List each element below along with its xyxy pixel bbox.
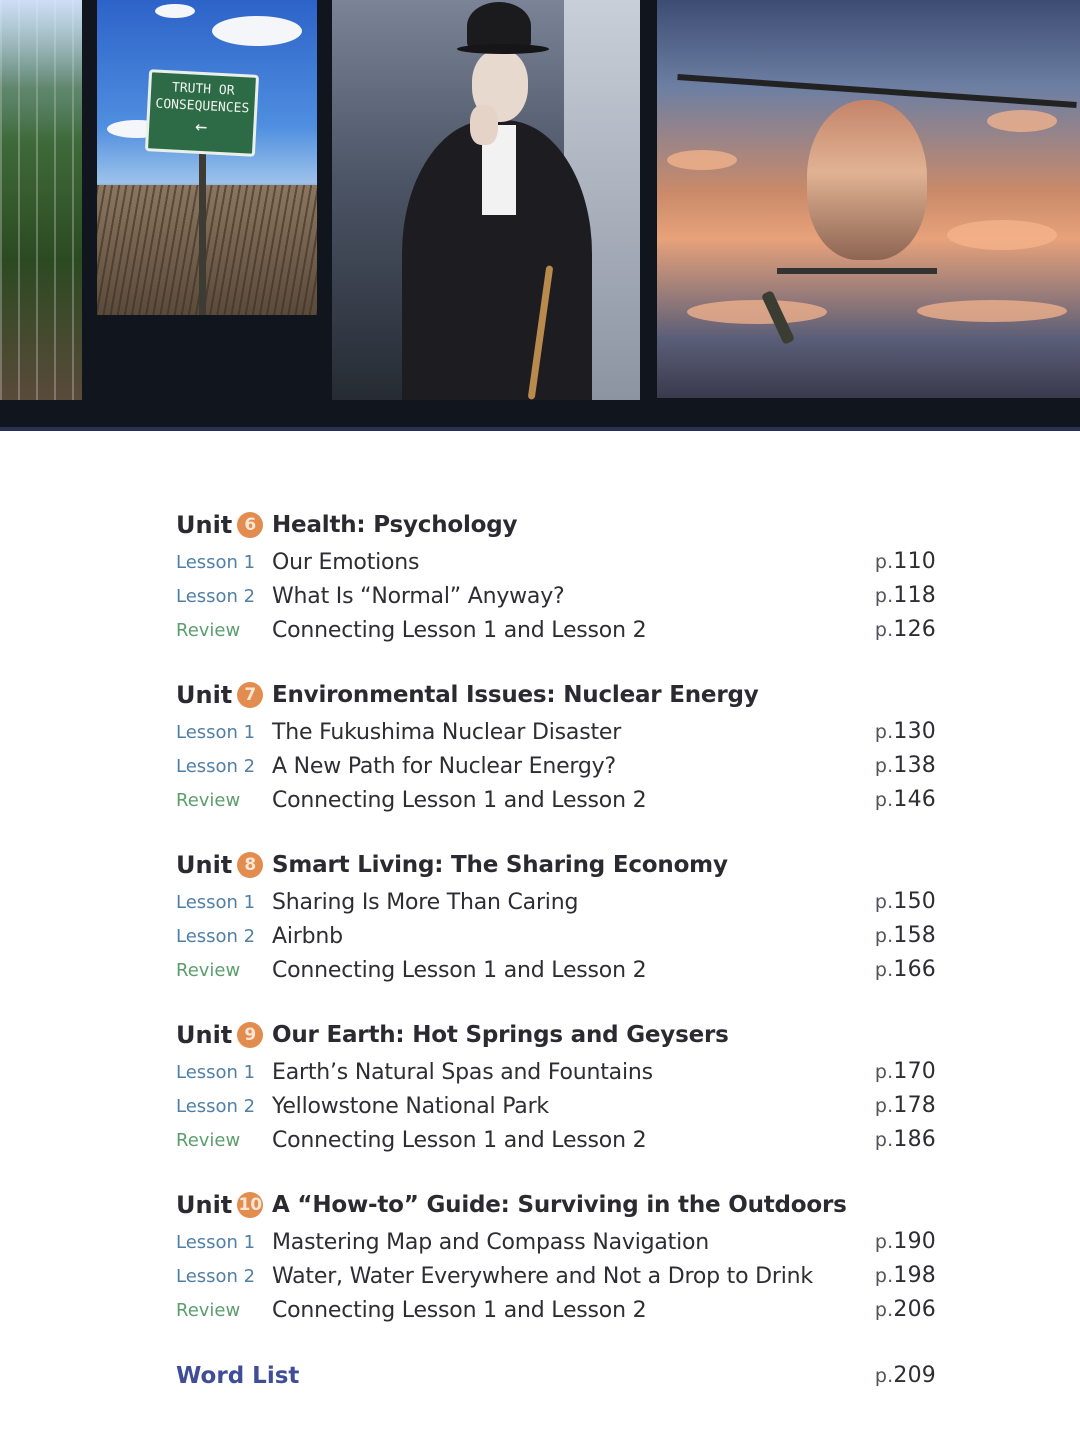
entry-page: p.186: [874, 1127, 936, 1152]
entry-page: p.126: [874, 617, 936, 642]
entry-title: Connecting Lesson 1 and Lesson 2: [272, 787, 647, 813]
entry-title: Connecting Lesson 1 and Lesson 2: [272, 957, 647, 983]
entry-page: p.110: [874, 549, 936, 574]
unit-heading: [176, 675, 936, 715]
toc-entry[interactable]: [176, 545, 936, 579]
entry-label: Lesson 1: [176, 551, 256, 573]
road-sign-photo: [97, 0, 317, 315]
entry-page: p.170: [874, 1059, 936, 1084]
entry-title: The Fukushima Nuclear Disaster: [272, 719, 622, 745]
unit-label: Unit: [176, 681, 233, 709]
unit-9: [176, 1015, 936, 1185]
unit-title: Our Earth: Hot Springs and Geysers: [272, 1022, 729, 1048]
unit-number-badge: 9: [237, 1022, 263, 1048]
entry-title: Yellowstone National Park: [272, 1093, 549, 1119]
unit-number-badge: 6: [237, 512, 263, 538]
entry-title: A New Path for Nuclear Energy?: [272, 753, 616, 779]
helicopter-photo: [657, 0, 1080, 398]
toc-entry[interactable]: [176, 885, 936, 919]
toc-entry[interactable]: [176, 1055, 936, 1089]
entry-page: p.138: [874, 753, 936, 778]
entry-title: What Is “Normal” Anyway?: [272, 583, 565, 609]
word-list-title: Word List: [176, 1363, 300, 1389]
greenhouse-photo: [0, 0, 82, 400]
entry-page: p.158: [874, 923, 936, 948]
chaplin-photo: [332, 0, 640, 400]
entry-title: Airbnb: [272, 923, 343, 949]
left-arrow-icon: ←: [194, 113, 208, 139]
word-list-page: p.209: [874, 1363, 936, 1388]
toc-entry[interactable]: [176, 953, 936, 987]
unit-heading: [176, 1015, 936, 1055]
entry-label: Review: [176, 619, 241, 641]
toc-entry[interactable]: [176, 1225, 936, 1259]
entry-label: Lesson 2: [176, 755, 256, 777]
toc-entry[interactable]: [176, 919, 936, 953]
entry-label: Review: [176, 1129, 241, 1151]
entry-page: p.190: [874, 1229, 936, 1254]
entry-title: Connecting Lesson 1 and Lesson 2: [272, 617, 647, 643]
entry-page: p.130: [874, 719, 936, 744]
toc-entry[interactable]: [176, 1123, 936, 1157]
entry-label: Lesson 1: [176, 891, 256, 913]
unit-label: Unit: [176, 1021, 233, 1049]
unit-number-badge: 8: [237, 852, 263, 878]
toc-entry[interactable]: [176, 613, 936, 647]
entry-label: Lesson 1: [176, 721, 256, 743]
entry-page: p.150: [874, 889, 936, 914]
unit-label: Unit: [176, 511, 233, 539]
entry-label: Lesson 2: [176, 585, 256, 607]
unit-7: [176, 675, 936, 845]
entry-title: Connecting Lesson 1 and Lesson 2: [272, 1127, 647, 1153]
entry-page: p.146: [874, 787, 936, 812]
entry-label: Lesson 1: [176, 1061, 256, 1083]
toc-entry[interactable]: [176, 579, 936, 613]
entry-page: p.178: [874, 1093, 936, 1118]
entry-label: Lesson 1: [176, 1231, 256, 1253]
unit-8: [176, 845, 936, 1015]
unit-number-badge: 7: [237, 682, 263, 708]
sign-line-2: CONSEQUENCES: [155, 96, 250, 117]
toc-entry[interactable]: [176, 715, 936, 749]
toc-entry[interactable]: [176, 1089, 936, 1123]
entry-label: Lesson 2: [176, 1265, 256, 1287]
entry-title: Sharing Is More Than Caring: [272, 889, 579, 915]
unit-6: [176, 505, 936, 675]
entry-title: Mastering Map and Compass Navigation: [272, 1229, 710, 1255]
entry-page: p.206: [874, 1297, 936, 1322]
truth-or-consequences-sign: [145, 69, 259, 157]
entry-label: Review: [176, 1299, 241, 1321]
unit-number-badge: 10: [237, 1192, 263, 1218]
entry-page: p.166: [874, 957, 936, 982]
word-list-entry[interactable]: [176, 1358, 936, 1394]
unit-10: [176, 1185, 936, 1355]
entry-label: Lesson 2: [176, 925, 256, 947]
unit-heading: [176, 845, 936, 885]
entry-title: Our Emotions: [272, 549, 420, 575]
entry-label: Review: [176, 789, 241, 811]
toc-entry[interactable]: [176, 783, 936, 817]
entry-label: Review: [176, 959, 241, 981]
toc-entry[interactable]: [176, 1259, 936, 1293]
entry-title: Water, Water Everywhere and Not a Drop to Drink: [272, 1263, 813, 1289]
sign-line-1: TRUTH OR: [171, 80, 235, 99]
unit-heading: [176, 1185, 936, 1225]
banner-divider: [0, 427, 1080, 431]
entry-title: Earth’s Natural Spas and Fountains: [272, 1059, 653, 1085]
entry-page: p.198: [874, 1263, 936, 1288]
unit-title: A “How-to” Guide: Surviving in the Outdoors: [272, 1192, 847, 1218]
unit-title: Environmental Issues: Nuclear Energy: [272, 682, 759, 708]
entry-title: Connecting Lesson 1 and Lesson 2: [272, 1297, 647, 1323]
photo-banner: [0, 0, 1080, 430]
table-of-contents: [176, 505, 936, 1355]
toc-entry[interactable]: [176, 1293, 936, 1327]
unit-title: Smart Living: The Sharing Economy: [272, 852, 728, 878]
unit-label: Unit: [176, 1191, 233, 1219]
unit-title: Health: Psychology: [272, 512, 518, 538]
unit-label: Unit: [176, 851, 233, 879]
entry-page: p.118: [874, 583, 936, 608]
entry-label: Lesson 2: [176, 1095, 256, 1117]
unit-heading: [176, 505, 936, 545]
toc-entry[interactable]: [176, 749, 936, 783]
